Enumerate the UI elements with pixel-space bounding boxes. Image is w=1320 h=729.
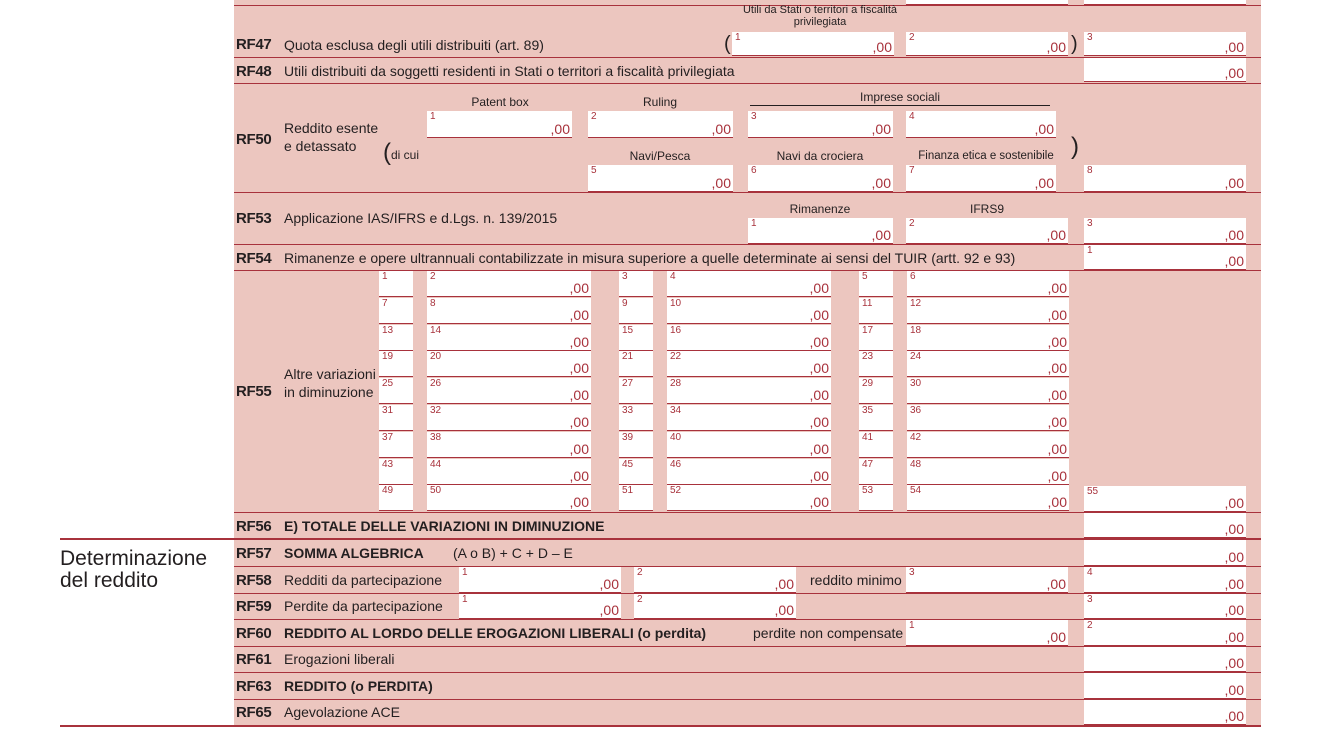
field-value: ,00 [1224,629,1244,645]
field-number: 3 [1087,218,1093,229]
rf60-field-2[interactable] [1084,620,1246,646]
field-number: 37 [382,432,394,443]
field-value: ,00 [1224,253,1244,269]
field-number: 2 [591,111,597,122]
rf55-amount-field[interactable] [667,432,831,458]
field-number: 2 [1087,620,1093,631]
field-value: ,00 [871,227,891,243]
rf55-amount-field[interactable] [427,485,591,511]
field-number: 12 [910,298,922,309]
field-value: ,00 [1224,495,1244,511]
rf55-code-field[interactable] [379,432,413,458]
field-number: 31 [382,405,394,416]
rf50-field-8[interactable] [1084,165,1246,192]
field-number: 1 [1087,245,1093,256]
field-number: 3 [909,567,915,578]
field-value: ,00 [599,602,619,618]
field-value: ,00 [569,441,589,457]
field-number: 3 [751,111,757,122]
field-value: ,00 [871,121,891,137]
field-value: ,00 [1224,227,1244,243]
field-number: 2 [909,218,915,229]
field-number: 39 [622,432,634,443]
rf50-field-7[interactable] [906,165,1056,192]
field-number: 50 [430,485,442,496]
field-value: ,00 [569,494,589,510]
rf55-amount-field[interactable] [907,459,1069,485]
rf55-amount-field[interactable] [427,298,591,324]
rf50-field-4[interactable] [906,111,1056,138]
field-value: ,00 [1224,521,1244,537]
field-value: ,00 [550,121,570,137]
prev-row-field[interactable] [906,0,1068,5]
field-number: 14 [430,325,442,336]
field-value: ,00 [1046,576,1066,592]
section-divider [60,725,1261,727]
rf55-code-field[interactable] [619,485,653,511]
field-value: ,00 [1034,175,1054,191]
field-value: ,00 [1224,549,1244,565]
rf50-finanza-etica-caption: Finanza etica e sostenibile [918,150,1054,162]
row-label-rf57: SOMMA ALGEBRICA [284,545,424,561]
row-code-rf65: RF65 [236,704,272,721]
field-value: ,00 [599,576,619,592]
rf55-amount-field[interactable] [907,432,1069,458]
field-number: 1 [462,594,468,605]
rf55-amount-field[interactable] [667,405,831,431]
field-number: 8 [430,298,436,309]
field-value: ,00 [1047,441,1067,457]
field-number: 2 [637,567,643,578]
rf55-code-field[interactable] [859,325,893,351]
rf55-amount-field[interactable] [667,378,831,404]
rf55-code-field[interactable] [619,432,653,458]
field-number: 20 [430,351,442,362]
rf58-field-4[interactable] [1084,567,1246,593]
field-value: ,00 [569,468,589,484]
rf55-code-field[interactable] [379,271,413,297]
field-number: 35 [862,405,874,416]
rf55-amount-field[interactable] [907,405,1069,431]
rf55-code-field[interactable] [379,298,413,324]
rf55-code-field[interactable] [379,351,413,377]
field-value: ,00 [809,280,829,296]
field-number: 47 [862,459,874,470]
row-code-rf57: RF57 [236,545,272,562]
field-value: ,00 [569,334,589,350]
field-number: 48 [910,459,922,470]
rf50-di-cui-caption: di cui [391,148,420,162]
row-code-rf48: RF48 [236,63,272,80]
row-divider [234,83,1261,84]
rf55-code-field[interactable] [379,459,413,485]
rf57-formula: (A o B) + C + D – E [453,545,573,561]
row-code-rf59: RF59 [236,598,272,615]
section-divider [60,538,1261,540]
rf55-code-field[interactable] [859,485,893,511]
rf65-field[interactable] [1084,700,1246,725]
rf55-amount-field[interactable] [427,351,591,377]
field-number: 6 [910,271,916,282]
rf55-code-field[interactable] [859,459,893,485]
field-number: 10 [670,298,682,309]
row-code-rf50: RF50 [236,131,272,148]
rf58-field-3[interactable] [906,567,1068,593]
field-number: 1 [735,32,741,43]
rf55-amount-field[interactable] [427,432,591,458]
rf47-col1-caption: Utili da Stati o territori a fiscalità privilegiata [742,4,898,28]
rf60-perdite-caption: perdite non compensate [753,625,904,641]
field-value: ,00 [1047,387,1067,403]
rf55-amount-field[interactable] [427,405,591,431]
field-number: 30 [910,378,922,389]
rf55-amount-field[interactable] [667,459,831,485]
rf53-field-2[interactable] [906,218,1068,244]
rf55-code-field[interactable] [619,298,653,324]
field-value: ,00 [1224,65,1244,81]
field-value: ,00 [1046,39,1066,55]
row-label-rf47: Quota esclusa degli utili distribuiti (art. 89) [284,37,544,53]
field-number: 38 [430,432,442,443]
rf55-code-field[interactable] [859,271,893,297]
field-number: 2 [637,594,643,605]
rf47-field-1[interactable] [732,32,894,56]
row-label-rf50: Reddito esente e detassato [284,120,379,154]
field-number: 29 [862,378,874,389]
rf55-amount-field[interactable] [427,378,591,404]
field-value: ,00 [711,175,731,191]
rf55-amount-field[interactable] [427,271,591,297]
rf50-patent-box-caption: Patent box [471,95,529,109]
rf55-code-field[interactable] [379,378,413,404]
prev-row-field[interactable] [1084,0,1246,5]
field-number: 15 [622,325,634,336]
rf50-field-5[interactable] [588,165,733,192]
section-title-line-2: del reddito [60,569,159,592]
rf55-amount-field[interactable] [667,485,831,511]
field-number: 51 [622,485,634,496]
row-label-rf53: Applicazione IAS/IFRS e d.Lgs. n. 139/2015 [284,210,558,226]
field-value: ,00 [1047,468,1067,484]
field-value: ,00 [809,414,829,430]
row-label-rf54: Rimanenze e opere ultrannuali contabilizzate in misura superiore a quelle determinate ai sensi del TUIR (artt. 92 e 93) [284,250,1016,266]
field-value: ,00 [809,360,829,376]
rf50-open-paren: ( [383,139,391,166]
rf58-field-2[interactable] [634,567,796,593]
rf55-amount-field[interactable] [427,459,591,485]
row-code-rf56: RF56 [236,518,272,535]
rf55-amount-field[interactable] [667,271,831,297]
field-value: ,00 [569,387,589,403]
row-label-rf55: Altre variazioni in diminuzione [284,366,376,400]
rf48-field-1[interactable] [1084,58,1246,82]
row-code-rf61: RF61 [236,651,272,668]
field-number: 25 [382,378,394,389]
rf55-code-field[interactable] [619,325,653,351]
row-code-rf54: RF54 [236,250,272,267]
rf55-code-field[interactable] [379,485,413,511]
rf60-field-1[interactable] [906,620,1068,646]
rf55-code-field[interactable] [619,378,653,404]
field-number: 7 [909,165,915,176]
rf54-field-1[interactable] [1084,245,1246,270]
rf55-code-field[interactable] [619,351,653,377]
rf55-amount-field[interactable] [667,325,831,351]
rf53-ifrs9-caption: IFRS9 [969,202,1004,216]
field-number: 22 [670,351,682,362]
rf50-close-paren: ) [1071,133,1079,160]
rf55-code-field[interactable] [379,405,413,431]
field-value: ,00 [809,494,829,510]
field-number: 1 [382,271,388,282]
rf47-close-paren: ) [1071,33,1078,55]
row-label-rf60: REDDITO AL LORDO DELLE EROGAZIONI LIBERALI (o perdita) [284,625,707,641]
field-value: ,00 [1047,280,1067,296]
field-number: 3 [622,271,628,282]
rf53-rimanenze-caption: Rimanenze [789,202,851,216]
field-value: ,00 [1224,682,1244,698]
field-number: 7 [382,298,388,309]
row-divider [234,192,1261,193]
rf61-field[interactable] [1084,647,1246,672]
field-number: 1 [430,111,436,122]
rf55-amount-field[interactable] [907,298,1069,324]
rf53-field-1[interactable] [748,218,893,244]
rf55-amount-field[interactable] [907,351,1069,377]
field-number: 52 [670,485,682,496]
rf47-field-2[interactable] [906,32,1068,56]
row-code-rf60: RF60 [236,625,272,642]
field-value: ,00 [1224,39,1244,55]
field-value: ,00 [809,441,829,457]
rf55-code-field[interactable] [619,459,653,485]
field-number: 13 [382,325,394,336]
field-value: ,00 [809,468,829,484]
row-code-rf55: RF55 [236,383,272,400]
rf55-code-field[interactable] [859,405,893,431]
field-number: 6 [751,165,757,176]
rf58-reddito-minimo-caption: reddito minimo [810,572,902,588]
rf55-amount-field[interactable] [907,325,1069,351]
row-label-rf59: Perdite da partecipazione [284,598,443,614]
field-value: ,00 [809,387,829,403]
rf56-field[interactable] [1084,513,1246,538]
rf55-code-field[interactable] [619,271,653,297]
rf55-code-field[interactable] [379,325,413,351]
field-number: 4 [909,111,915,122]
field-number: 5 [862,271,868,282]
field-value: ,00 [1224,602,1244,618]
row-code-rf47: RF47 [236,36,272,53]
row-label-rf63: REDDITO (o PERDITA) [284,678,433,694]
field-value: ,00 [1224,708,1244,724]
rf63-field[interactable] [1084,673,1246,699]
section-title-line-1: Determinazione [60,547,208,570]
rf50-field-1[interactable] [427,111,572,138]
row-label-rf65: Agevolazione ACE [284,704,400,720]
rf55-code-field[interactable] [619,405,653,431]
field-number: 23 [862,351,874,362]
field-value: ,00 [809,334,829,350]
field-number: 5 [591,165,597,176]
rf55-amount-field[interactable] [667,351,831,377]
row-code-rf63: RF63 [236,678,272,695]
rf50-imprese-sociali-caption: Imprese sociali [859,90,941,104]
field-number: 4 [670,271,676,282]
rf55-amount-field[interactable] [907,378,1069,404]
rf55-amount-field[interactable] [907,271,1069,297]
field-number: 8 [1087,165,1093,176]
rf50-field-2[interactable] [588,111,733,138]
field-value: ,00 [1047,334,1067,350]
rf55-code-field[interactable] [859,378,893,404]
field-number: 2 [430,271,436,282]
rf50-ruling-caption: Ruling [642,95,678,109]
rf55-amount-field[interactable] [907,485,1069,511]
field-number: 17 [862,325,874,336]
rf47-open-paren: ( [724,33,731,55]
rf58-field-1[interactable] [459,567,621,593]
field-number: 53 [862,485,874,496]
field-number: 11 [862,298,873,309]
field-number: 4 [1087,567,1093,578]
field-number: 32 [430,405,442,416]
row-label-rf58: Redditi da partecipazione [284,572,442,588]
field-value: ,00 [1047,307,1067,323]
field-value: ,00 [1224,655,1244,671]
field-number: 24 [910,351,922,362]
field-number: 19 [382,351,394,362]
field-value: ,00 [569,307,589,323]
field-number: 1 [909,620,915,631]
row-code-rf58: RF58 [236,572,272,589]
rf50-field-3[interactable] [748,111,893,138]
row-label-rf48: Utili distribuiti da soggetti residenti in Stati o territori a fiscalità privilegiata [284,63,735,79]
rf59-field-3[interactable] [1084,594,1246,619]
field-number: 33 [622,405,634,416]
field-number: 46 [670,459,682,470]
field-value: ,00 [569,414,589,430]
field-value: ,00 [1047,360,1067,376]
rf59-field-2[interactable] [634,594,796,619]
rf55-code-field[interactable] [859,298,893,324]
field-value: ,00 [872,39,892,55]
field-number: 9 [622,298,628,309]
field-number: 27 [622,378,634,389]
field-value: ,00 [569,360,589,376]
field-value: ,00 [1046,629,1066,645]
field-number: 54 [910,485,922,496]
field-number: 34 [670,405,682,416]
rf55-field-55[interactable] [1084,486,1246,512]
field-number: 16 [670,325,682,336]
field-number: 49 [382,485,394,496]
field-number: 2 [909,32,915,43]
field-number: 55 [1087,486,1099,497]
field-number: 3 [1087,32,1093,43]
field-number: 42 [910,432,922,443]
field-number: 40 [670,432,682,443]
field-number: 45 [622,459,634,470]
field-number: 21 [622,351,634,362]
field-number: 43 [382,459,394,470]
field-value: ,00 [809,307,829,323]
rf50-navi-crociera-caption: Navi da crociera [776,149,864,163]
field-value: ,00 [1224,175,1244,191]
field-value: ,00 [569,280,589,296]
field-number: 1 [462,567,468,578]
field-value: ,00 [1047,414,1067,430]
field-value: ,00 [1046,227,1066,243]
field-number: 36 [910,405,922,416]
rf50-field-6[interactable] [748,165,893,192]
field-number: 18 [910,325,922,336]
field-value: ,00 [711,121,731,137]
field-number: 1 [751,218,757,229]
field-number: 44 [430,459,442,470]
row-label-rf56: E) TOTALE DELLE VARIAZIONI IN DIMINUZIONE [284,518,605,534]
rf59-field-1[interactable] [459,594,621,619]
field-number: 3 [1087,594,1093,605]
rf55-code-field[interactable] [859,432,893,458]
field-value: ,00 [1047,494,1067,510]
field-number: 28 [670,378,682,389]
field-value: ,00 [774,602,794,618]
rf47-field-3[interactable] [1084,32,1246,56]
row-label-rf61: Erogazioni liberali [284,651,395,667]
rf55-amount-field[interactable] [427,325,591,351]
field-value: ,00 [774,576,794,592]
rf50-navi-pesca-caption: Navi/Pesca [629,149,691,163]
field-number: 26 [430,378,442,389]
imprese-sociali-underline [750,105,1050,106]
rf53-field-3[interactable] [1084,218,1246,244]
rf55-code-field[interactable] [859,351,893,377]
field-value: ,00 [1224,576,1244,592]
rf55-amount-field[interactable] [667,298,831,324]
row-code-rf53: RF53 [236,210,272,227]
field-number: 41 [862,432,874,443]
field-value: ,00 [871,175,891,191]
rf57-field[interactable] [1084,540,1246,566]
field-value: ,00 [1034,121,1054,137]
